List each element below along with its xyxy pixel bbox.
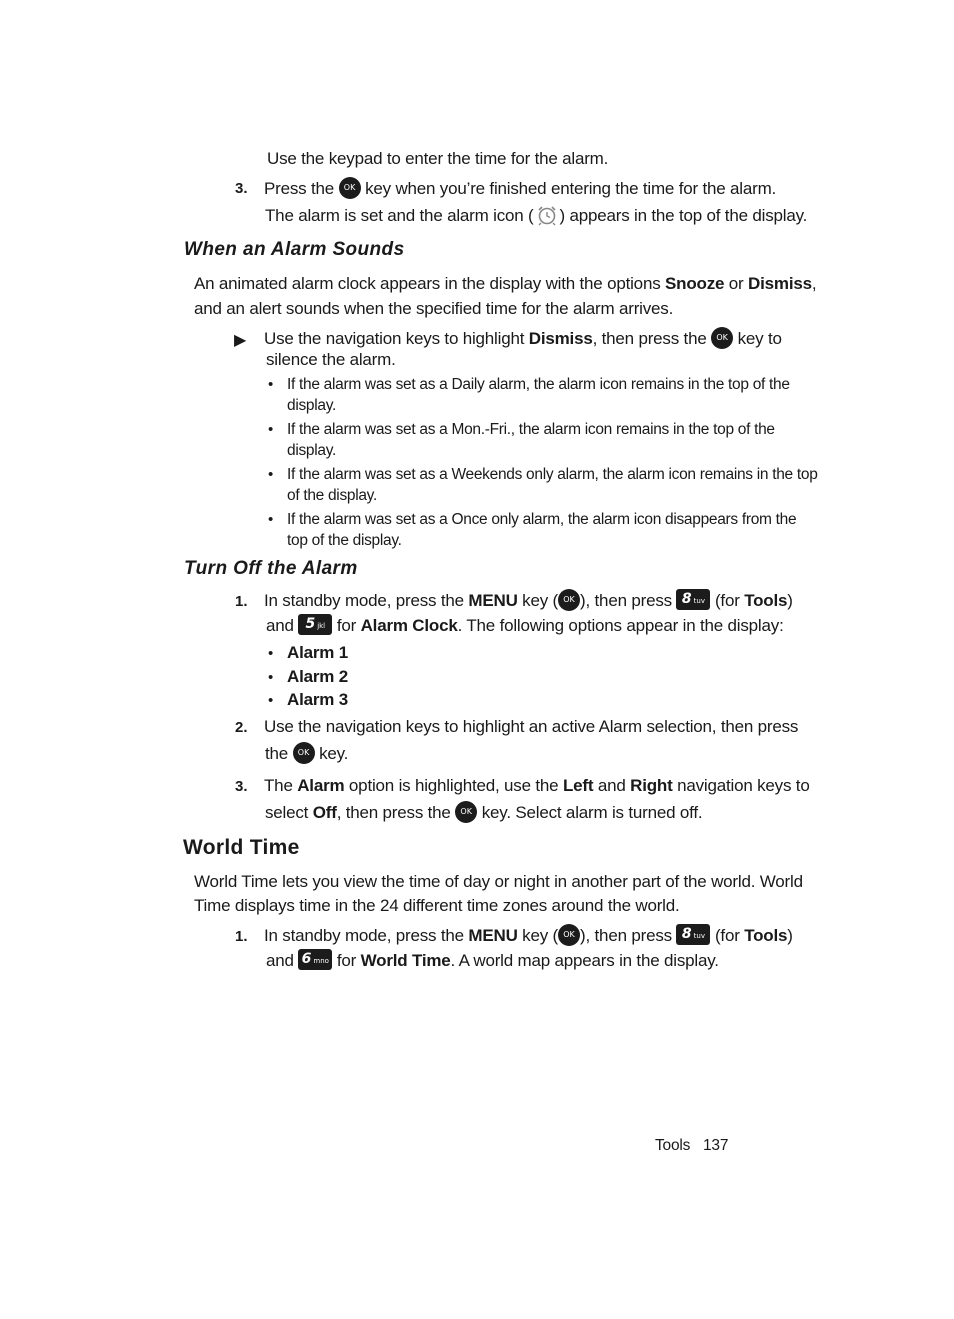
footer-section: Tools [655,1137,691,1154]
step-number: 1. [235,593,248,610]
bullet-icon: • [268,466,274,483]
bullet-icon: • [268,376,274,393]
step-number: 2. [235,719,248,736]
bullet-text: top of the display. [287,532,402,549]
step-text-continued: and 5 jkl for Alarm Clock. The following options appear in the display: [266,616,784,635]
key-8-icon: 8 tuv [676,589,710,610]
bullet-icon: • [268,669,274,686]
ok-key-icon: OK [293,742,315,764]
page-number: 137 [703,1137,729,1154]
step-text: In standby mode, press the MENU key ( OK ), then press 8 tuv (for Tools) [264,925,793,948]
intro-line: Use the keypad to enter the time for the alarm. [267,149,609,168]
bullet-text: display. [287,397,337,414]
ok-key-icon: OK [711,327,733,349]
step-number: 1. [235,928,248,945]
arrow-bullet-icon: ▶ [234,332,247,349]
step-text: The Alarm option is highlighted, use the Left and Right navigation keys to [264,776,810,795]
step-text-continued: select Off, then press the OK key. Select alarm is turned off. [265,802,702,825]
ok-key-icon: OK [339,177,361,199]
ok-key-icon: OK [455,801,477,823]
step-text: Press the OK key when you’re finished entering the time for the alarm. [264,178,776,201]
instruction-line: silence the alarm. [266,350,396,369]
bullet-text: of the display. [287,487,377,504]
paragraph-line: Time displays time in the 24 different time zones around the world. [194,896,680,915]
instruction-line: Use the navigation keys to highlight Dismiss, then press the OK key to [264,328,782,351]
paragraph-line: An animated alarm clock appears in the display with the options Snooze or Dismiss, [194,274,817,293]
key-6-icon: 6 mno [298,949,332,970]
bullet-icon: • [268,511,274,528]
key-5-icon: 5 jkl [298,614,332,635]
paragraph-line: World Time lets you view the time of day or night in another part of the world. World [194,872,803,891]
step-text: Use the navigation keys to highlight an active Alarm selection, then press [264,717,799,736]
step-text-continued: and 6 mno for World Time. A world map appears in the display. [266,951,719,970]
bullet-icon: • [268,645,274,662]
option-item: Alarm 1 [287,643,348,662]
option-item: Alarm 2 [287,667,348,686]
bullet-text: If the alarm was set as a Daily alarm, the alarm icon remains in the top of the [287,376,790,393]
ok-key-icon: OK [558,589,580,611]
bullet-text: If the alarm was set as a Once only alarm, the alarm icon disappears from the [287,511,797,528]
step-text-continued: The alarm is set and the alarm icon ( ) appears in the top of the display. [265,205,807,228]
option-item: Alarm 3 [287,690,348,709]
bullet-text: display. [287,442,337,459]
step-number: 3. [235,180,248,197]
step-number: 3. [235,778,248,795]
bullet-icon: • [268,421,274,438]
key-8-icon: 8 tuv [676,924,710,945]
alarm-clock-icon [534,204,560,226]
section-heading: World Time [183,836,300,859]
section-heading: Turn Off the Alarm [184,558,358,579]
section-heading: When an Alarm Sounds [184,239,405,260]
bullet-icon: • [268,692,274,709]
step-text-continued: the OK key. [265,743,348,766]
step-text: In standby mode, press the MENU key ( OK ), then press 8 tuv (for Tools) [264,590,793,613]
bullet-text: If the alarm was set as a Mon.-Fri., the alarm icon remains in the top of the [287,421,775,438]
ok-key-icon: OK [558,924,580,946]
paragraph-line: and an alert sounds when the specified time for the alarm arrives. [194,299,674,318]
bullet-text: If the alarm was set as a Weekends only alarm, the alarm icon remains in the top [287,466,818,483]
